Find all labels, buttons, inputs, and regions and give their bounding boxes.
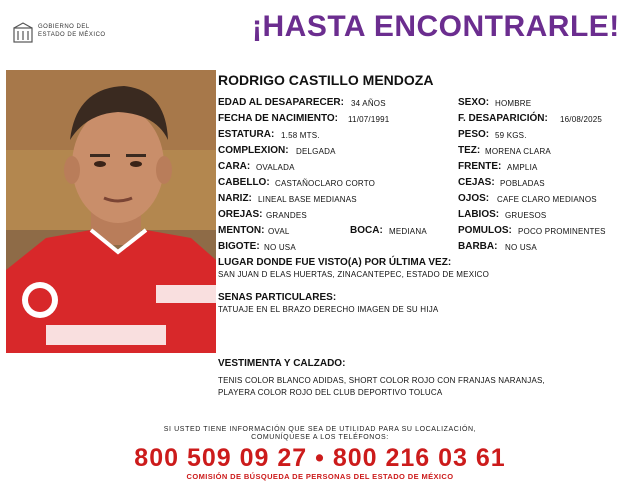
person-name: RODRIGO CASTILLO MENDOZA (218, 72, 434, 88)
height-value: 1.58 MTS. (281, 131, 320, 140)
forehead-label: FRENTE: (458, 161, 502, 172)
missing-person-photo (6, 70, 216, 353)
forehead-value: AMPLIA (507, 163, 538, 172)
hair-label: CABELLO: (218, 177, 270, 188)
last-seen-label: LUGAR DONDE FUE VISTO(A) POR ÚLTIMA VEZ: (218, 257, 452, 268)
clothing-line1: TENIS COLOR BLANCO ADIDAS, SHORT COLOR ROJO CON FRANJAS NARANJAS, (218, 376, 545, 385)
government-name-line1: GOBIERNO DEL (38, 24, 90, 30)
cheekbones-value: POCO PROMINENTES (518, 227, 606, 236)
headline: ¡HASTA ENCONTRARLE! (252, 10, 620, 43)
chin-label: MENTON: (218, 225, 265, 236)
cheekbones-label: POMULOS: (458, 225, 512, 236)
build-label: COMPLEXION: (218, 145, 289, 156)
age-value: 34 AÑOS (351, 99, 386, 108)
government-name-line2: ESTADO DE MÉXICO (38, 32, 106, 38)
disappearance-date-label: F. DESAPARICIÓN: (458, 113, 548, 124)
face-value: OVALADA (256, 163, 295, 172)
contact-notice-line2: COMUNÍQUESE A LOS TELÉFONOS: (251, 434, 389, 441)
clothing-label: VESTIMENTA Y CALZADO: (218, 358, 346, 369)
disappearance-date-value: 16/08/2025 (560, 115, 603, 124)
sex-label: SEXO: (458, 97, 490, 108)
eyebrows-value: POBLADAS (500, 179, 545, 188)
face-label: CARA: (218, 161, 251, 172)
clothing-line2: PLAYERA COLOR ROJO DEL CLUB DEPORTIVO TOLUCA (218, 388, 443, 397)
eyebrows-label: CEJAS: (458, 177, 495, 188)
mustache-value: NO USA (264, 243, 296, 252)
weight-label: PESO: (458, 129, 490, 140)
hair-value: CASTAÑOCLARO CORTO (275, 179, 376, 188)
distinguishing-marks-value: TATUAJE EN EL BRAZO DERECHO IMAGEN DE SU HIJA (218, 305, 439, 314)
eyes-value: CAFE CLARO MEDIANOS (497, 195, 597, 204)
build-value: DELGADA (296, 147, 336, 156)
birthdate-value: 11/07/1991 (348, 115, 390, 124)
ears-value: GRANDES (266, 211, 307, 220)
mustache-label: BIGOTE: (218, 241, 260, 252)
lips-label: LABIOS: (458, 209, 500, 220)
beard-value: NO USA (505, 243, 537, 252)
distinguishing-marks-label: SENAS PARTICULARES: (218, 292, 337, 303)
nose-label: NARIZ: (218, 193, 252, 204)
lips-value: GRUESOS (505, 211, 547, 220)
sex-value: HOMBRE (495, 99, 532, 108)
chin-value: OVAL (268, 227, 290, 236)
skin-tone-value: MORENA CLARA (485, 147, 551, 156)
mouth-value: MEDIANA (389, 227, 427, 236)
phone-numbers: 800 509 09 27 • 800 216 03 61 (134, 444, 506, 472)
weight-value: 59 KGS. (495, 131, 527, 140)
ears-label: OREJAS: (218, 209, 263, 220)
skin-tone-label: TEZ: (458, 145, 481, 156)
birthdate-label: FECHA DE NACIMIENTO: (218, 113, 338, 124)
height-label: ESTATURA: (218, 129, 275, 140)
age-label: EDAD AL DESAPARECER: (218, 97, 344, 108)
commission-name: COMISIÓN DE BÚSQUEDA DE PERSONAS DEL ESTADO DE MÉXICO (186, 472, 454, 481)
eyes-label: OJOS: (458, 193, 490, 204)
contact-notice-line1: SI USTED TIENE INFORMACIÓN QUE SEA DE UTILIDAD PARA SU LOCALIZACIÓN, (163, 426, 477, 433)
nose-value: LINEAL BASE MEDIANAS (258, 195, 357, 204)
beard-label: BARBA: (458, 241, 498, 252)
state-seal-icon (12, 22, 34, 44)
mouth-label: BOCA: (350, 225, 383, 236)
last-seen-value: SAN JUAN D ELAS HUERTAS, ZINACANTEPEC, ESTADO DE MEXICO (218, 270, 490, 279)
